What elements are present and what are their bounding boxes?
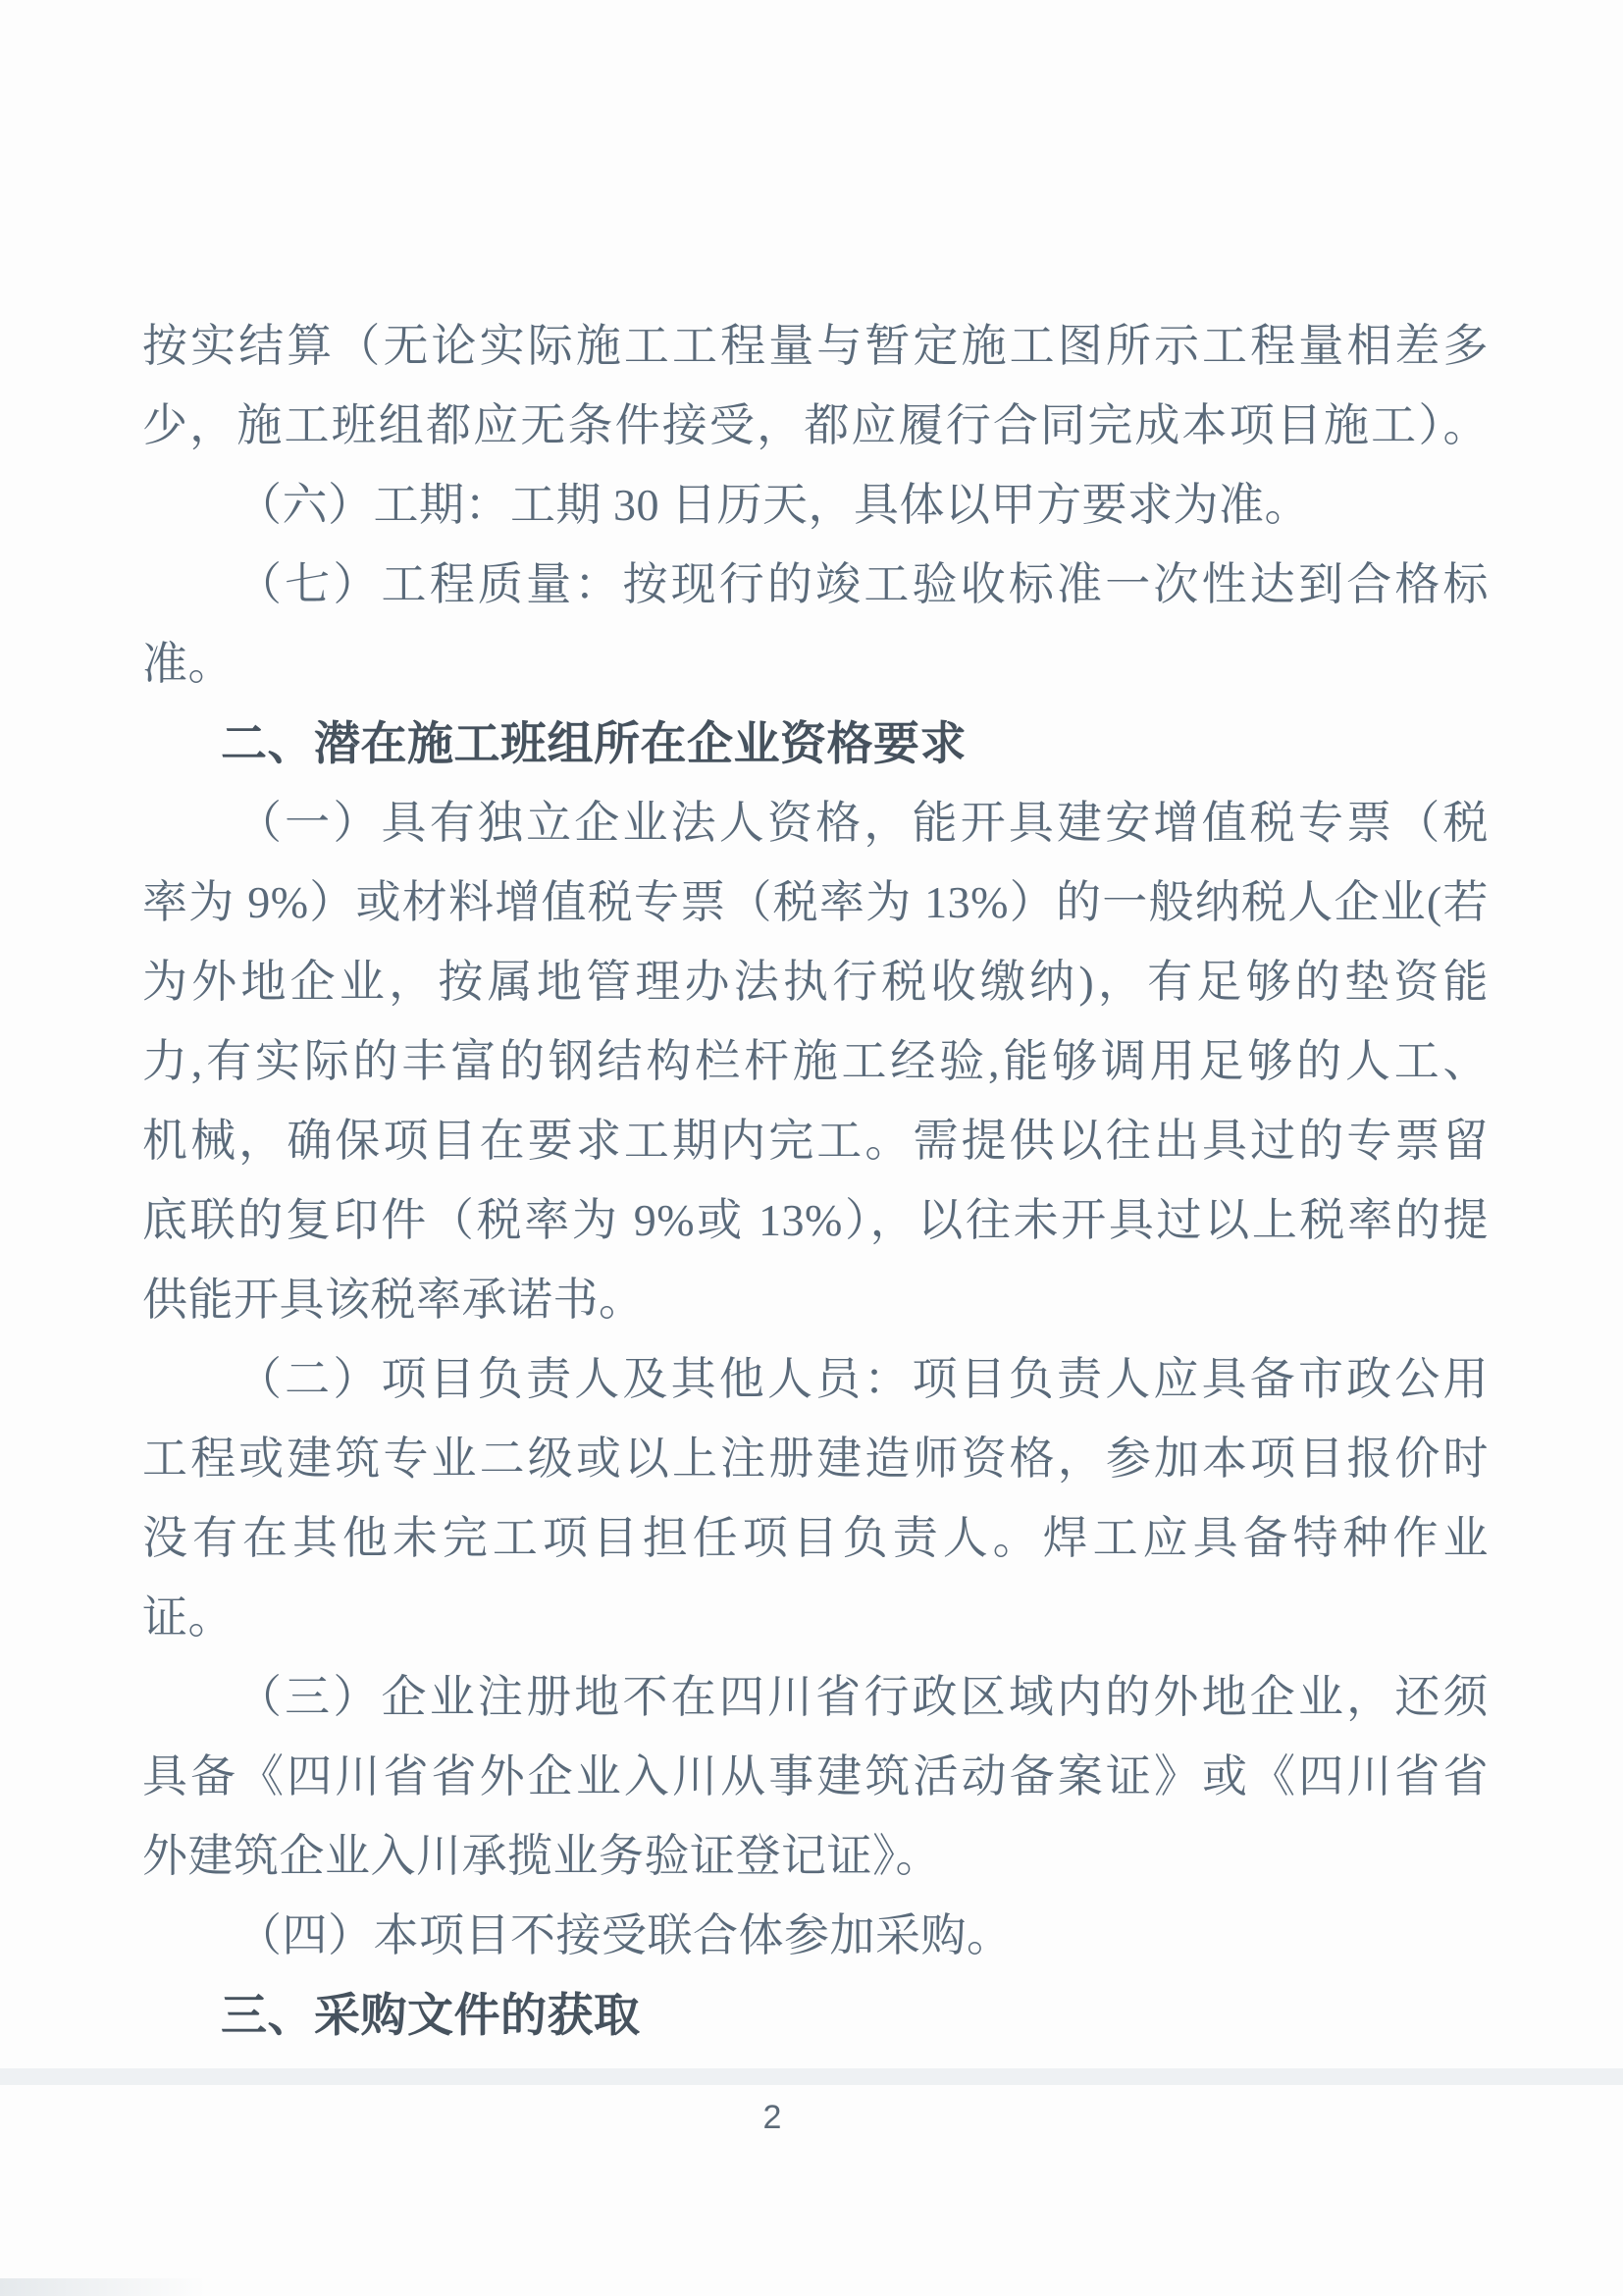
text-line: 二、潜在施工班组所在企业资格要求: [221, 717, 967, 769]
text-line: 供能开具该税率承诺书。: [142, 1275, 645, 1325]
text-line: 按实结算（无论实际施工工程量与暂定施工图所示工程量相差多: [142, 321, 1489, 371]
text-line: 力,有实际的丰富的钢结构栏杆施工经验,能够调用足够的人工、: [142, 1036, 1489, 1086]
text-line: 少，施工班组都应无条件接受，都应履行合同完成本项目施工）。: [142, 400, 1489, 450]
text-line: 为外地企业，按属地管理办法执行税收缴纳)，有足够的垫资能: [142, 957, 1489, 1007]
text-line: 工程或建筑专业二级或以上注册建造师资格，参加本项目报价时: [142, 1434, 1489, 1484]
text-line: （一）具有独立企业法人资格，能开具建安增值税专票（税: [236, 798, 1489, 848]
page-number: 2: [762, 2099, 782, 2136]
text-line: 没有在其他未完工项目担任项目负责人。焊工应具备特种作业: [142, 1513, 1489, 1563]
text-line: （三）企业注册地不在四川省行政区域内的外地企业，还须: [236, 1672, 1489, 1722]
text-line: 率为 9%）或材料增值税专票（税率为 13%）的一般纳税人企业(若: [142, 877, 1489, 927]
text-line: 底联的复印件（税率为 9%或 13%），以往未开具过以上税率的提: [142, 1195, 1489, 1245]
text-line: （二）项目负责人及其他人员：项目负责人应具备市政公用: [236, 1354, 1489, 1404]
text-line: 机械，确保项目在要求工期内完工。需提供以往出具过的专票留: [142, 1116, 1489, 1166]
text-line: 外建筑企业入川承揽业务验证登记证》。: [142, 1831, 941, 1881]
scan-artifact-band: [0, 2068, 1623, 2085]
scan-artifact-corner: [0, 2278, 206, 2296]
document-body: [142, 306, 1489, 2055]
text-line: 三、采购文件的获取: [221, 1989, 641, 2041]
text-line: （六）工期：工期 30 日历天，具体以甲方要求为准。: [236, 480, 1310, 530]
text-line: 准。: [142, 639, 234, 689]
text-line: 证。: [142, 1592, 234, 1643]
text-line: （四）本项目不接受联合体参加采购。: [236, 1910, 1013, 1960]
text-line: 具备《四川省省外企业入川从事建筑活动备案证》或《四川省省: [142, 1751, 1489, 1801]
text-line: （七）工程质量：按现行的竣工验收标准一次性达到合格标: [236, 559, 1489, 609]
